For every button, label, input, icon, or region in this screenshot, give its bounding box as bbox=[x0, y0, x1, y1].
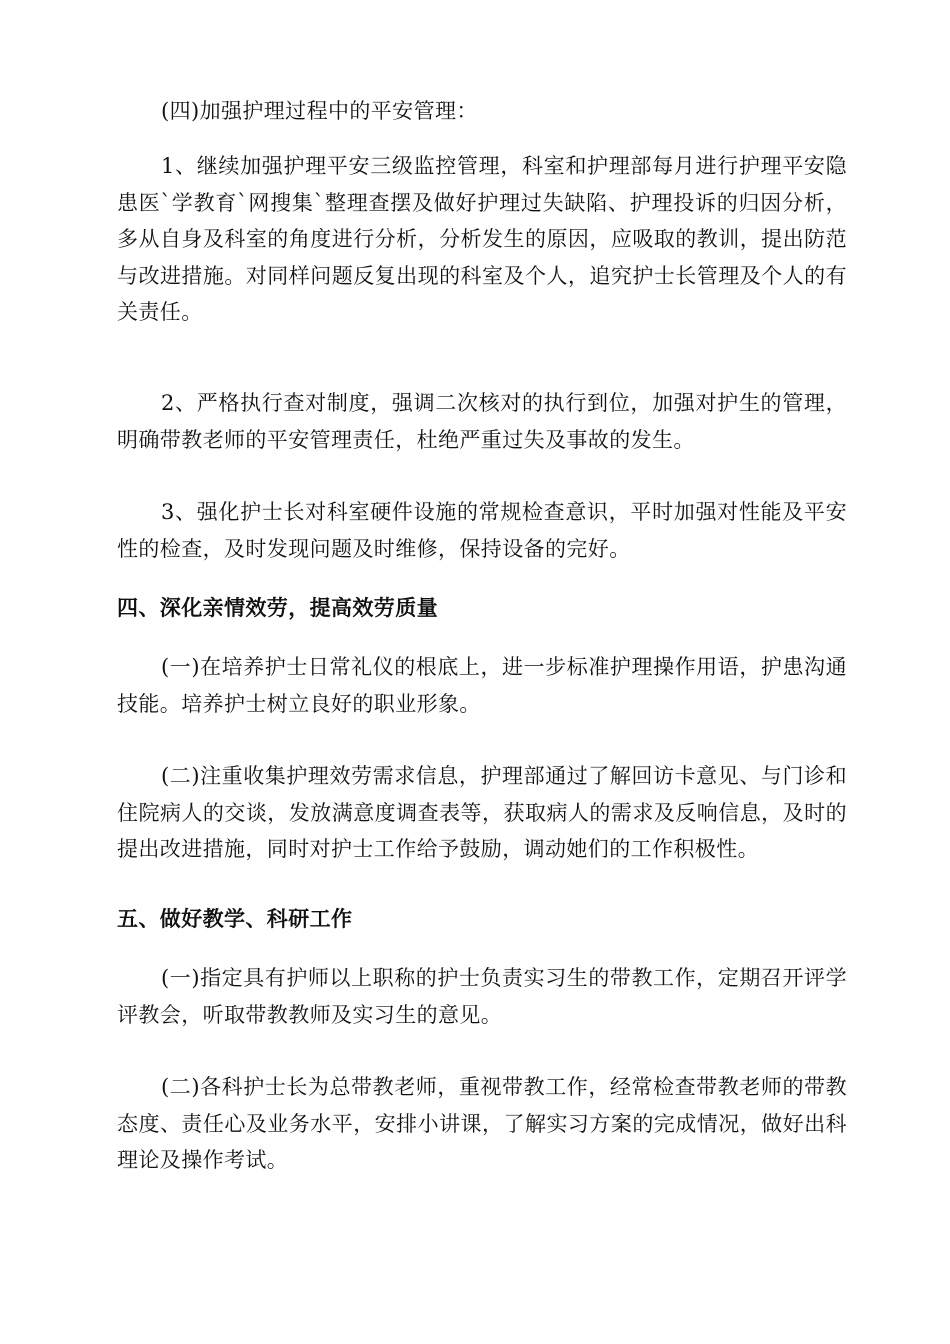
section-heading-teaching-research: 五、做好教学、科研工作 bbox=[117, 906, 353, 931]
paragraph-safety-monitoring: 1、继续加强护理平安三级监控管理，科室和护理部每月进行护理平安隐患医`学教育`网搜集`整理查摆及做好护理过失缺陷、护理投诉的归因分析，多从自身及科室的角度进行分析，分析发生的原因，应吸取的教训，提出防范与改进措施。对同样问题反复出现的科室及个人，追究护士长管理及个人的有关责任。 bbox=[117, 154, 847, 324]
section-heading-service-quality: 四、深化亲情效劳，提高效劳质量 bbox=[117, 595, 438, 620]
paragraph-head-nurse-supervision: (二)各科护士长为总带教老师，重视带教工作，经常检查带教老师的带教态度、责任心及业务水平，安排小讲课，了解实习方案的完成情况，做好出科理论及操作考试。 bbox=[117, 1075, 847, 1172]
paragraph-intern-mentoring: (一)指定具有护师以上职称的护士负责实习生的带教工作，定期召开评学评教会，听取带教教师及实习生的意见。 bbox=[117, 966, 847, 1027]
paragraph-service-feedback: (二)注重收集护理效劳需求信息，护理部通过了解回访卡意见、与门诊和住院病人的交谈，发放满意度调查表等，获取病人的需求及反响信息，及时的提出改进措施，同时对护士工作给予鼓励，调动她们的工作积极性。 bbox=[117, 764, 847, 861]
paragraph-hardware-inspection: 3、强化护士长对科室硬件设施的常规检查意识，平时加强对性能及平安性的检查，及时发现问题及时维修，保持设备的完好。 bbox=[117, 500, 847, 561]
paragraph-etiquette-training: (一)在培养护士日常礼仪的根底上，进一步标准护理操作用语，护患沟通技能。培养护士树立良好的职业形象。 bbox=[117, 655, 847, 716]
paragraph-check-system: 2、严格执行查对制度，强调二次核对的执行到位，加强对护生的管理，明确带教老师的平安管理责任，杜绝严重过失及事故的发生。 bbox=[117, 391, 847, 452]
paragraph-safety-management-intro: (四)加强护理过程中的平安管理： bbox=[161, 99, 478, 123]
